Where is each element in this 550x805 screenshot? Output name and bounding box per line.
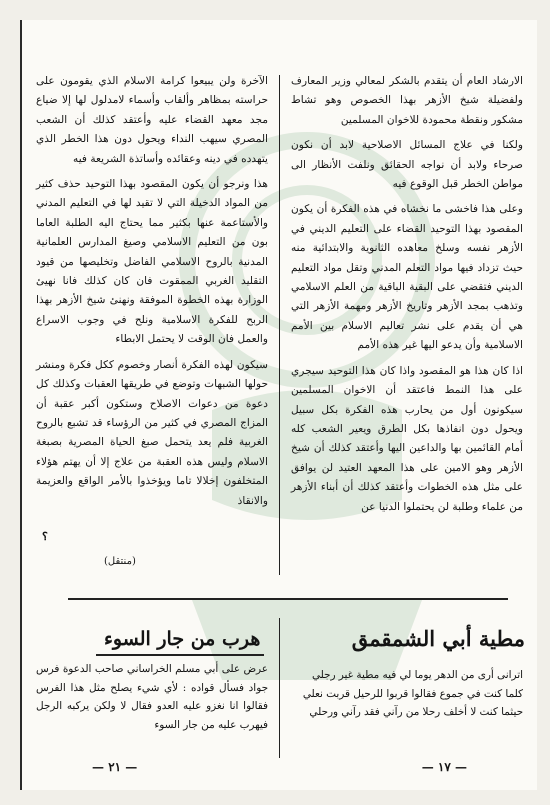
paragraph: هذا ونرجو أن يكون المقصود بهذا التوحيد حذف كثير من المواد الدخيلة التي لا تقيد لها في التعليم المدني والأستاعمة عنها بكثير مما يحتاج اليه الطلبة العاما بون من التعليم الاسلامي وصيغ المدارس العلمانية المدنية بالروح الاسلامي الفاضل وتخليصها من قيود التقليد الغربي الممقوت فان كان كذلك فانا نهيئ الوزارة بهذه الخطوة الموفقة ونهنئ شيخ الأزهر بهذا الربح للفكرة الاسلامية ونلح في وجوب الاسراع والعمل فان الوقت لا يحتمل الابطاء (36, 178, 268, 346)
page-number-left: — ٢١ — (92, 760, 138, 774)
paragraph: ولكنا في علاج المسائل الاصلاحية لابد أن نكون صرحاء ولابد أن نواجه الحقائق ونلفت الأنظار الى مواطن الخطر قبل الوقوع فيه (291, 139, 523, 191)
paragraph: الآخرة ولن يبيعوا كرامة الاسلام الذي يقومون على حراسته بمظاهر وألقاب وأسماء لامدلول لها إلا ضياع مجد معهد القضاء عليه وأعتقد كذلك أن الشعب المصري سيهب النداء ويحول دون هذا الخطر الذي يتهدده في دينه وعقائده وأساتذة الشريعة فيه (36, 75, 268, 165)
paragraph: سيكون لهذه الفكرة أنصار وخصوم ككل فكرة ومنشر حولها الشبهات وتوضع في طريقها العقبات وكذلك كل دعوة من دعوات الاصلاح وستكون أكبر عقبة أن المزاج المصري في كثير من الرؤساء قد تشبع بالروح الغربية فلم يعد يتحمل صبغ الحياة المصرية بصبغة الاسلام وليس هذه العقبة من علاج إلا أن يهتم هؤلاء المتخلفون إخلالا تاما ويؤخذوا بالأمر الواقع والعزيمة والانقاذ (36, 358, 268, 507)
section-marker: ؟ (42, 530, 48, 543)
poem-line: اترانى أرى من الدهر يوما لي فيه مطية غير رجلي (311, 669, 523, 681)
right-text-column (291, 72, 523, 582)
paragraph: وعلى هذا فاخشى ما نخشاه في هذه الفكرة أن يكون المقصود بهذا التوحيد القضاء على التعليم الديني في الأزهر نفسه وسلخ معاهده الثانوية والابتدائية منه حيث تزداد فيها مواد التعلم المدني وتقل مواد التعليم الديني فتقضي على البقية الباقية من العلم الاسلامي وتذهب بمجد الأزهر وتاريخ الأزهر ومهمة الأزهر التي هي أن يقدم على نشر تعاليم الاسلام بين الأمم الاسلامية وأن يدعو اليها غير هذه الأمم (291, 203, 523, 352)
poem-block (291, 666, 523, 722)
anecdote-text: عرض على أبي مسلم الخراساني صاحب الدعوة فرس جواد فسأل قواده : لأي شيء يصلح مثل هذا الفرس فقالوا انا نغزو عليه العدو فقال لا ولكن يركبه الرجل فيهرب عليه من جار السوء (36, 663, 268, 731)
left-article-title: هرب من جار السوء (104, 628, 261, 650)
magazine-page (20, 20, 537, 790)
paragraph: اذا كان هذا هو المقصود واذا كان هذا التوحيد سيجري على هذا النمط فاعتقد أن الاخوان المسلمين سيكونون أول من يحارب هذه الفكرة بكل سبيل ويحول دون انفاذها بكل الطرق ويعير الشعب كله أمام القائمين بها والداعين اليها وأعتقد كذلك أن شيخ الأزهر وهو الامين على هذا المعهد العتيد لن يوافق على مثل هذه الخطوات وأعتقد كذلك أن أبناء الأزهر من علماء وطلبة لن يحتملوا الدنيا عن (291, 364, 523, 513)
column-signature: (منتقل) (104, 556, 136, 567)
paragraph: الارشاد العام أن يتقدم بالشكر لمعالي وزير المعارف ولفضيلة شيخ الأزهر بهذا الخصوص وهو تشاط مشكور ونقطة محمودة للاخوان المسلمين (291, 75, 523, 126)
page-number-right: — ١٧ — (421, 760, 467, 774)
poem-line: كلما كنت في جموع فقالوا قربوا للرحيل قربت نعلي (302, 687, 523, 700)
right-article-title: مطية أبي الشمقمق (351, 626, 525, 651)
bottom-column-divider (279, 618, 280, 758)
left-text-column (36, 72, 268, 582)
column-divider (279, 75, 280, 575)
section-divider (68, 598, 508, 600)
title-underline (96, 654, 264, 656)
poem-line: حيثما كنت لا أخلف رحلا من رآني فقد رآني ورحلي (309, 706, 523, 719)
